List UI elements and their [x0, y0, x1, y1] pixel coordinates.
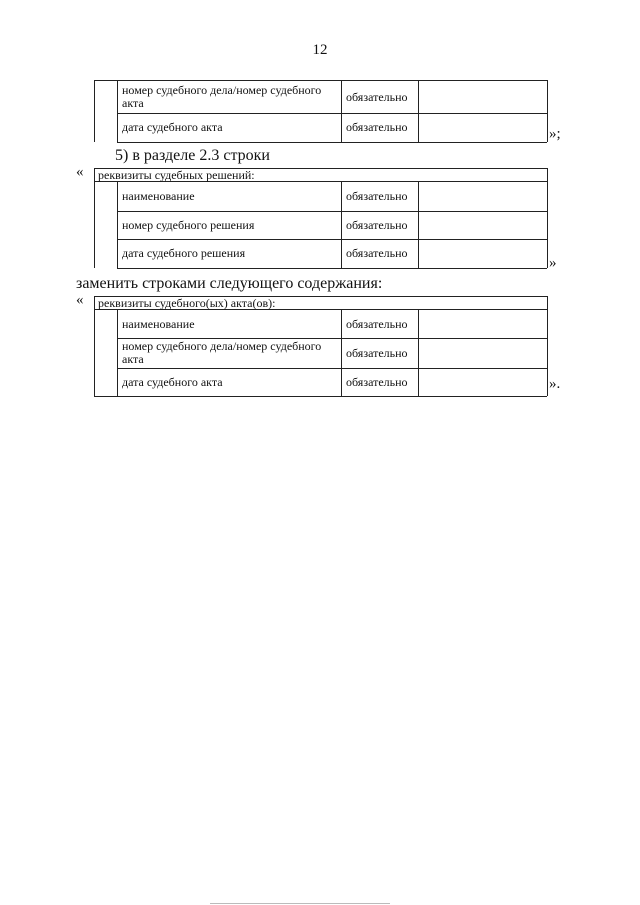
table-row-name: номер судебного дела/номер судебного акта — [122, 339, 322, 366]
table-row-status: обязательно — [346, 246, 408, 260]
table-row-status: обязательно — [346, 317, 408, 331]
closing-quote-3: ». — [549, 376, 561, 392]
table-row-status: обязательно — [346, 189, 408, 203]
table-row-status: обязательно — [346, 346, 408, 360]
table-header: реквизиты судебного(ых) акта(ов): — [98, 296, 276, 310]
table-row-name: дата судебного акта — [122, 120, 223, 134]
table-row-name: дата судебного решения — [122, 246, 246, 260]
table-row-status: обязательно — [346, 120, 408, 134]
table-row-name: дата судебного акта — [122, 375, 223, 389]
table-row-name: номер судебного дела/номер судебного акта — [122, 83, 322, 110]
opening-quote-3: « — [76, 292, 84, 308]
scan-artifact-line — [210, 903, 390, 904]
table-row-name: наименование — [122, 317, 195, 331]
closing-quote-2: » — [549, 255, 557, 271]
table-row-status: обязательно — [346, 218, 408, 232]
page-number: 12 — [312, 42, 328, 58]
table-row-name: наименование — [122, 189, 195, 203]
opening-quote-2: « — [76, 164, 84, 180]
table-row-name: номер судебного решения — [122, 218, 255, 232]
table-row-status: обязательно — [346, 90, 408, 104]
replace-instruction: заменить строками следующего содержания: — [76, 275, 383, 292]
table-row-status: обязательно — [346, 375, 408, 389]
item-5-text: 5) в разделе 2.3 строки — [115, 147, 270, 164]
closing-quote-1: »; — [549, 126, 561, 142]
table-header: реквизиты судебных решений: — [98, 168, 255, 182]
